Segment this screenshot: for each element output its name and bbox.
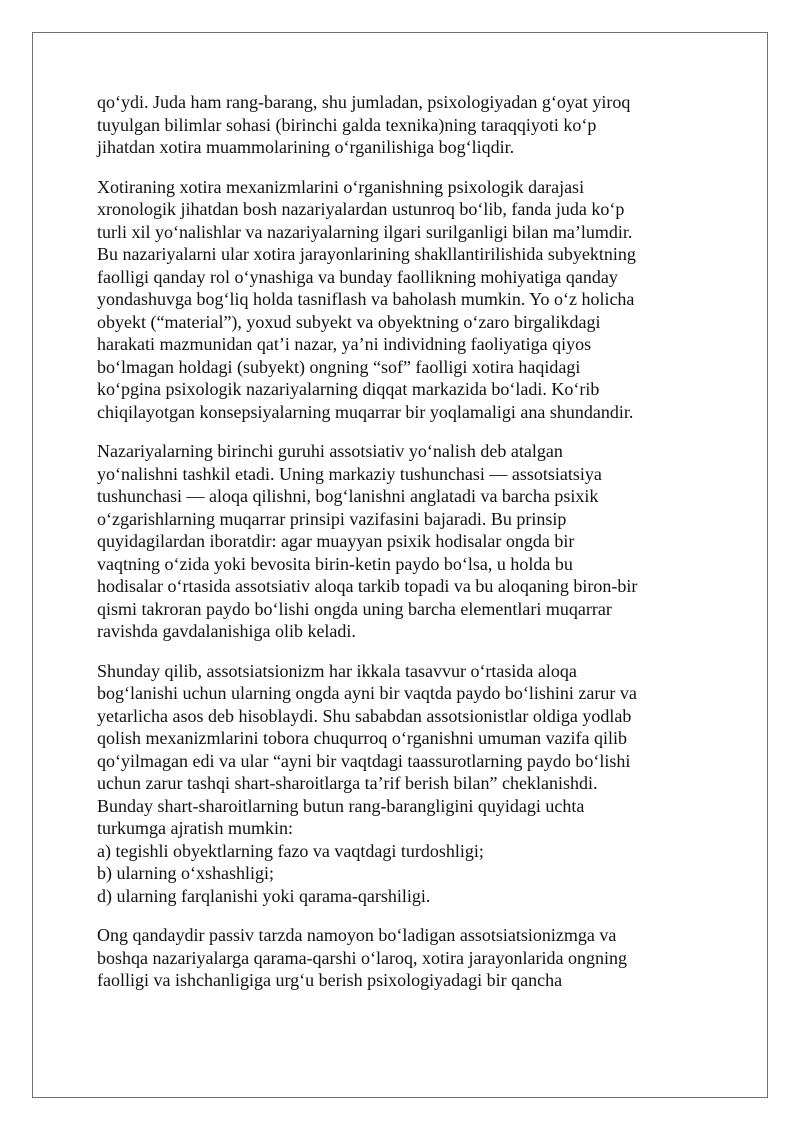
text-line: harakati mazmunidan qat’i nazar, ya’ni individning faoliyatiga qiyos <box>97 334 592 354</box>
text-line: xronologik jihatdan bosh nazariyalardan ustunroq bo‘lib, fanda juda ko‘p <box>97 199 625 219</box>
paragraph-3 <box>97 440 717 643</box>
list-item: a) tegishli obyektlarning fazo va vaqtdagi turdoshligi; <box>97 840 484 861</box>
paragraph-4 <box>97 660 717 908</box>
text-line: hodisalar o‘rtasida assotsiativ aloqa tarkib topadi va bu aloqaning biron-bir <box>97 576 638 596</box>
paragraph-1 <box>97 91 717 159</box>
text-line: bog‘lanishi uchun ularning ongda ayni bir vaqtda paydo bo‘lishini zarur va <box>97 683 637 703</box>
text-line: faolligi qanday rol o‘ynashiga va bunday faollikning mohiyatiga qanday <box>97 266 618 287</box>
text-line: Nazariyalarning birinchi guruhi assotsiativ yo‘nalish deb atalgan <box>97 441 563 461</box>
text-line: Xotiraning xotira mexanizmlarini o‘rganishning psixologik darajasi <box>97 176 585 197</box>
text-line: tushunchasi — aloqa qilishni, bog‘lanishni anglatadi va barcha psixik <box>97 486 599 506</box>
text-line: Bu nazariyalarni ular xotira jarayonlarining shakllantirilishida subyektning <box>97 244 636 264</box>
text-line: qismi takroran paydo bo‘lishi ongda uning barcha elementlari muqarrar <box>97 598 612 619</box>
text-line: qolish mexanizmlarini tobora chuqurroq o‘rganishni umuman vazifa qilib <box>97 728 628 748</box>
text-line: jihatdan xotira muammolarining o‘rganilishiga bog‘liqdir. <box>97 137 515 157</box>
text-line: turkumga ajratish mumkin: <box>97 818 293 838</box>
text-line: vaqtning o‘zida yoki bevosita birin-ketin paydo bo‘lsa, u holda bu <box>97 553 573 574</box>
paragraph-2 <box>97 176 717 424</box>
text-line: ravishda gavdalanishiga olib keladi. <box>97 621 356 641</box>
text-line: tuyulgan bilimlar sohasi (birinchi galda texnika)ning taraqqiyoti ko‘p <box>97 114 597 135</box>
text-line: yo‘nalishni tashkil etadi. Uning markaziy tushunchasi — assotsiatsiya <box>97 463 602 484</box>
text-line: qo‘yilmagan edi va ular “ayni bir vaqtdagi taassurotlarning paydo bo‘lishi <box>97 750 631 771</box>
list-item: d) ularning farqlanishi yoki qarama-qarshiligi. <box>97 885 431 906</box>
text-line: Bunday shart-sharoitlarning butun rang-barangligini quyidagi uchta <box>97 795 585 816</box>
text-line: turli xil yo‘nalishlar va nazariyalarning ilgari surilganligi bilan ma’lumdir. <box>97 221 633 242</box>
text-line: obyekt (“material”), yoxud subyekt va obyektning o‘zaro birgalikdagi <box>97 311 601 332</box>
text-line: yetarlicha asos deb hisoblaydi. Shu sababdan assotsionistlar oldiga yodlab <box>97 705 632 726</box>
paragraph-5 <box>97 924 717 992</box>
list-item: b) ularning o‘xshashligi; <box>97 863 274 883</box>
text-line: qo‘ydi. Juda ham rang-barang, shu jumladan, psixologiyadan g‘oyat yiroq <box>97 92 631 112</box>
text-line: uchun zarur tashqi shart-sharoitlarga ta’rif berish bilan” cheklanishdi. <box>97 773 598 793</box>
text-line: o‘zgarishlarning muqarrar prinsipi vazifasini bajaradi. Bu prinsip <box>97 508 567 529</box>
text-line: faolligi va ishchanligiga urg‘u berish psixologiyadagi bir qancha <box>97 970 563 990</box>
text-line: quyidagilardan iboratdir: agar muayyan psixik hodisalar ongda bir <box>97 531 575 551</box>
text-line: Shunday qilib, assotsiatsionizm har ikkala tasavvur o‘rtasida aloqa <box>97 660 577 681</box>
text-line: Ong qandaydir passiv tarzda namoyon bo‘ladigan assotsiatsionizmga va <box>97 925 617 945</box>
text-line: yondashuvga bog‘liq holda tasniflash va baholash mumkin. Yo o‘z holicha <box>97 289 635 309</box>
text-line: ko‘pgina psixologik nazariyalarning diqqat markazida bo‘ladi. Ko‘rib <box>97 379 600 399</box>
document-body <box>97 91 717 1009</box>
text-line: chiqilayotgan konsepsiyalarning muqarrar bir yoqlamaligi ana shundandir. <box>97 401 634 422</box>
text-line: boshqa nazariyalarga qarama-qarshi o‘laroq, xotira jarayonlarida ongning <box>97 947 627 968</box>
text-line: bo‘lmagan holdagi (subyekt) ongning “sof” faolligi xotira haqidagi <box>97 356 581 377</box>
